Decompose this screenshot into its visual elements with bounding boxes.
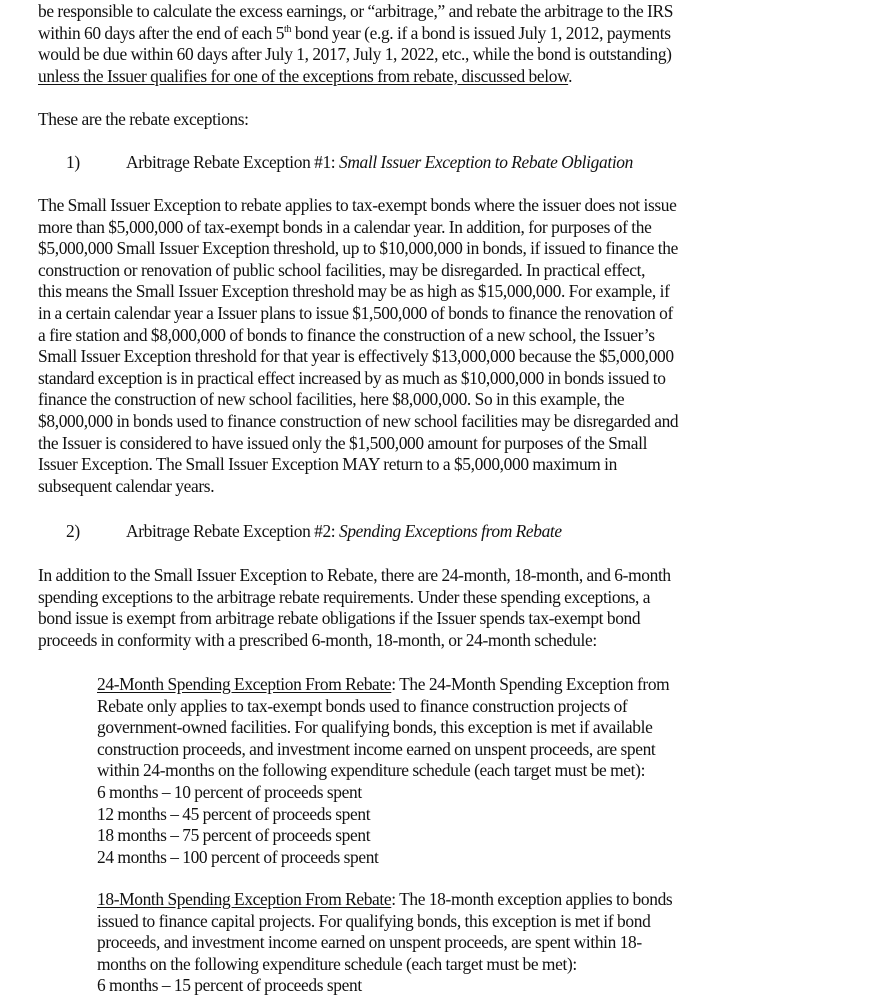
body-line: this means the Small Issuer Exception threshold may be as high as $15,000,000. For example, if — [38, 281, 670, 302]
body-line: bond issue is exempt from arbitrage rebate obligations if the Issuer spends tax-exempt bond — [38, 608, 641, 629]
body-line: Issuer Exception. The Small Issuer Exception MAY return to a $5,000,000 maximum in — [38, 454, 618, 475]
schedule-item: 6 months – 10 percent of proceeds spent — [97, 781, 362, 802]
body-line: $8,000,000 in bonds used to finance construction of new school facilities may be disregarded and — [38, 410, 679, 431]
body-line: spending exceptions to the arbitrage rebate requirements. Under these spending exceptions, a — [38, 586, 651, 607]
schedule-item: 24 months – 100 percent of proceeds spent — [97, 846, 379, 867]
intro-line: within 60 days after the end of each 5th bond year (e.g. if a bond is issued July 1, 2012, payments — [38, 22, 671, 43]
exception-2-body — [38, 565, 858, 651]
spending-18-month-section — [97, 889, 857, 997]
body-line: Rebate only applies to tax-exempt bonds used to finance construction projects of — [97, 695, 628, 716]
intro-line: would be due within 60 days after July 1, 2017, July 1, 2022, etc., while the bond is outstanding) — [38, 44, 672, 65]
body-line: finance the construction of new school facilities, here $8,000,000. So in this example, the — [38, 389, 625, 410]
body-line: construction or renovation of public school facilities, may be disregarded. In practical effect, — [38, 259, 646, 280]
exceptions-intro: These are the rebate exceptions: — [38, 109, 249, 129]
section-heading: 24-Month Spending Exception From Rebate — [97, 674, 392, 694]
body-line: the Issuer is considered to have issued only the $1,500,000 amount for purposes of the Small — [38, 432, 648, 453]
body-line: construction proceeds, and investment income earned on unspent proceeds, are spent — [97, 738, 656, 759]
list-number: 2) — [66, 521, 80, 541]
exception-2-heading — [66, 521, 562, 543]
body-line: In addition to the Small Issuer Exception to Rebate, there are 24-month, 18-month, and 6-month — [38, 565, 671, 585]
section-first-line: 18-Month Spending Exception From Rebate: The 18-month exception applies to bonds — [97, 889, 673, 909]
exception-title: Small Issuer Exception to Rebate Obligation — [338, 152, 633, 172]
exception-title: Spending Exceptions from Rebate — [338, 521, 562, 541]
body-line: in a certain calendar year a Issuer plans to issue $1,500,000 of bonds to finance the renovation of — [38, 302, 673, 323]
body-line: proceeds in conformity with a prescribed 6-month, 18-month, or 24-month schedule: — [38, 629, 597, 650]
section-first-line: 24-Month Spending Exception From Rebate: The 24-Month Spending Exception from — [97, 674, 670, 694]
ordinal-superscript: th — [284, 23, 292, 35]
intro-paragraph — [38, 1, 858, 87]
list-number: 1) — [66, 152, 80, 172]
body-line: Small Issuer Exception threshold for that year is effectively $13,000,000 because the $5,000,000 — [38, 346, 674, 367]
exception-label: Arbitrage Rebate Exception #1: — [126, 152, 339, 172]
body-line: The Small Issuer Exception to rebate applies to tax-exempt bonds where the issuer does not issue — [38, 195, 677, 215]
body-line: $5,000,000 Small Issuer Exception threshold, up to $10,000,000 in bonds, if issued to finance the — [38, 238, 679, 259]
body-line: proceeds, and investment income earned on unspent proceeds, are spent within 18- — [97, 932, 642, 953]
schedule-item: 6 months – 15 percent of proceeds spent — [97, 975, 362, 996]
body-line: government-owned facilities. For qualifying bonds, this exception is met if available — [97, 717, 653, 738]
body-line: a fire station and $8,000,000 of bonds to finance the construction of a new school, the Issuer’s — [38, 324, 655, 345]
schedule-item: 18 months – 75 percent of proceeds spent — [97, 825, 371, 846]
exception-1-heading — [66, 152, 633, 174]
body-line: subsequent calendar years. — [38, 475, 215, 496]
underlined-clause: unless the Issuer qualifies for one of the exceptions from rebate, discussed below — [38, 65, 569, 86]
spending-24-month-section — [97, 674, 857, 868]
body-line: standard exception is in practical effect increased by as much as $10,000,000 in bonds issued to — [38, 367, 666, 388]
exception-1-body — [38, 195, 858, 497]
schedule-item: 12 months – 45 percent of proceeds spent — [97, 803, 371, 824]
body-line: months on the following expenditure schedule (each target must be met): — [97, 953, 577, 974]
exception-label: Arbitrage Rebate Exception #2: — [126, 521, 339, 541]
body-line: issued to finance capital projects. For qualifying bonds, this exception is met if bond — [97, 910, 651, 931]
body-line: within 24-months on the following expenditure schedule (each target must be met): — [97, 760, 646, 781]
intro-line: be responsible to calculate the excess earnings, or “arbitrage,” and rebate the arbitrage to the IRS — [38, 1, 674, 21]
intro-line: unless the Issuer qualifies for one of the exceptions from rebate, discussed below. — [38, 65, 573, 86]
body-line: more than $5,000,000 of tax-exempt bonds in a calendar year. In addition, for purposes of the — [38, 216, 652, 237]
section-heading: 18-Month Spending Exception From Rebate — [97, 889, 392, 909]
